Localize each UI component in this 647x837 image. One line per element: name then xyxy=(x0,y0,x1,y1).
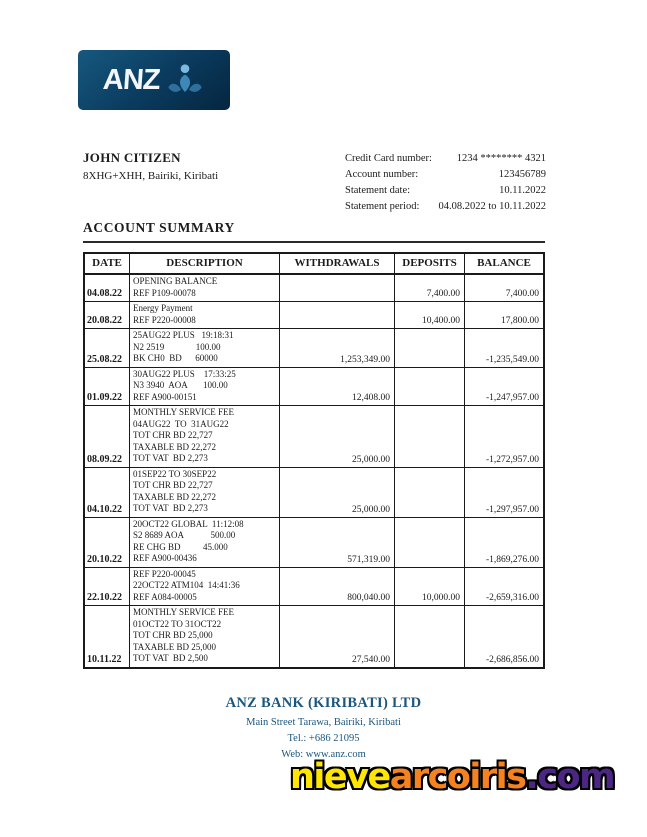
row-withdrawals: 12,408.00 xyxy=(280,368,395,407)
row-deposits xyxy=(395,468,465,518)
description-line: BK CH0 BD 60000 xyxy=(133,353,218,363)
table-row xyxy=(85,275,543,302)
row-date: 10.11.22 xyxy=(85,606,130,667)
description-line: MONTHLY SERVICE FEE xyxy=(133,407,235,417)
description-line: TOT CHR BD 25,000 xyxy=(133,630,213,640)
account-summary-title: ACCOUNT SUMMARY xyxy=(83,220,545,243)
row-balance: -2,659,316.00 xyxy=(465,568,543,607)
account-number-value: 123456789 xyxy=(498,169,546,180)
statement-period-label: Statement period: xyxy=(345,201,420,212)
account-number-row xyxy=(345,167,546,183)
description-line: 22OCT22 ATM104 14:41:36 xyxy=(133,580,240,590)
row-balance: -1,272,957.00 xyxy=(465,406,543,468)
bank-tel: Tel.: +686 21095 xyxy=(287,733,360,744)
header-deposits: DEPOSITS xyxy=(395,254,465,275)
table-row xyxy=(85,568,543,607)
bank-name: ANZ BANK (KIRIBATI) LTD xyxy=(225,695,422,711)
row-withdrawals xyxy=(280,302,395,329)
customer-block xyxy=(83,150,218,182)
description-line: REF A900-00151 xyxy=(133,391,197,402)
description-line: REF A900-00436 xyxy=(133,553,197,563)
anz-logo-text: ANZ xyxy=(102,63,161,96)
description-line: REF A084-00005 xyxy=(133,591,197,602)
table-row xyxy=(85,406,543,468)
row-balance: -1,235,549.00 xyxy=(465,329,543,368)
row-date: 22.10.22 xyxy=(85,568,130,607)
description-line: TOT CHR BD 22,727 xyxy=(133,480,213,490)
description-line: 01SEP22 TO 30SEP22 xyxy=(133,468,217,479)
table-row xyxy=(85,606,543,667)
description-line: S2 8689 AOA 500.00 xyxy=(133,530,236,540)
header-description: DESCRIPTION xyxy=(130,254,280,275)
header-balance: BALANCE xyxy=(465,254,543,275)
credit-card-number-value: 1234 ******** 4321 xyxy=(456,153,546,164)
row-withdrawals: 25,000.00 xyxy=(280,406,395,468)
row-description xyxy=(130,568,280,607)
row-date: 20.08.22 xyxy=(85,302,130,329)
header-date: DATE xyxy=(85,254,130,275)
description-line: REF P220-00045 xyxy=(133,568,196,579)
statement-period-row xyxy=(345,199,546,215)
row-balance: -2,686,856.00 xyxy=(485,654,539,665)
row-deposits: 10,400.00 xyxy=(395,302,465,329)
table-header-row xyxy=(85,254,543,275)
statement-info xyxy=(345,151,546,215)
row-withdrawals: 1,253,349.00 xyxy=(280,329,395,368)
description-line: TOT VAT BD 2,273 xyxy=(133,453,208,463)
description-line: MONTHLY SERVICE FEE xyxy=(133,607,235,617)
customer-address: 8XHG+XHH, Bairiki, Kiribati xyxy=(83,170,219,182)
description-line: TOT CHR BD 22,727 xyxy=(133,430,213,440)
description-line: TAXABLE BD 25,000 xyxy=(133,641,217,652)
description-line: N2 2519 100.00 xyxy=(133,341,221,352)
row-description xyxy=(130,368,280,407)
row-withdrawals: 800,040.00 xyxy=(280,568,395,607)
row-withdrawals: 27,540.00 xyxy=(280,606,395,667)
row-deposits xyxy=(395,406,465,468)
statement-period-value: 04.08.2022 to 10.11.2022 xyxy=(438,201,546,212)
row-balance: 17,800.00 xyxy=(465,302,543,329)
statement-date-label: Statement date: xyxy=(345,185,411,196)
description-line: 25AUG22 PLUS 19:18:31 xyxy=(133,330,234,340)
row-withdrawals xyxy=(280,275,395,302)
row-deposits xyxy=(395,518,465,568)
row-balance: -1,247,957.00 xyxy=(465,368,543,407)
watermark-part-2: arcoiris xyxy=(389,757,526,797)
row-description xyxy=(130,406,280,468)
row-deposits xyxy=(395,368,465,407)
row-description xyxy=(130,606,280,667)
credit-card-number-label: Credit Card number: xyxy=(345,153,432,164)
row-date: 25.08.22 xyxy=(85,329,130,368)
description-line: OPENING BALANCE xyxy=(133,276,218,286)
row-date: 01.09.22 xyxy=(85,368,130,407)
description-line: TAXABLE BD 22,272 xyxy=(133,441,217,452)
anz-logo xyxy=(78,50,230,110)
account-summary-table xyxy=(83,252,545,669)
credit-card-number-row xyxy=(345,151,546,167)
row-balance: -1,297,957.00 xyxy=(465,468,543,518)
row-withdrawals: 25,000.00 xyxy=(280,468,395,518)
customer-name: JOHN CITIZEN xyxy=(83,150,181,165)
row-deposits: 7,400.00 xyxy=(395,275,465,302)
statement-date-row xyxy=(345,183,546,199)
row-description xyxy=(130,275,280,302)
description-line: REF P220-00008 xyxy=(133,314,196,325)
anz-lotus-icon xyxy=(165,60,205,100)
description-line: 30AUG22 PLUS 17:33:25 xyxy=(133,368,236,379)
description-line: 04AUG22 TO 31AUG22 xyxy=(133,418,229,429)
row-date: 08.09.22 xyxy=(85,406,130,468)
watermark xyxy=(290,757,614,797)
watermark-part-1: nieve xyxy=(290,757,390,797)
row-deposits xyxy=(395,606,465,667)
description-line: 01OCT22 TO 31OCT22 xyxy=(133,618,222,629)
header-withdrawals: WITHDRAWALS xyxy=(280,254,395,275)
table-row xyxy=(85,329,543,368)
description-line: RE CHG BD 45.000 xyxy=(133,541,228,552)
description-line: TAXABLE BD 22,272 xyxy=(133,491,217,502)
row-deposits xyxy=(395,329,465,368)
row-balance: 7,400.00 xyxy=(465,275,543,302)
row-description xyxy=(130,518,280,568)
row-date: 04.08.22 xyxy=(85,275,130,302)
bank-web: Web: www.anz.com xyxy=(281,749,366,760)
description-line: 20OCT22 GLOBAL 11:12:08 xyxy=(133,518,244,529)
row-withdrawals: 571,319.00 xyxy=(280,518,395,568)
description-line: N3 3940 AOA 100.00 xyxy=(133,380,228,390)
bank-address: Main Street Tarawa, Bairiki, Kiribati xyxy=(246,717,401,728)
bank-footer xyxy=(0,695,647,760)
table-row xyxy=(85,468,543,518)
description-line: TOT VAT BD 2,500 xyxy=(133,653,208,663)
watermark-part-3: .com xyxy=(525,757,615,797)
statement-date-value: 10.11.2022 xyxy=(499,185,546,196)
row-date: 20.10.22 xyxy=(85,518,130,568)
description-line: Energy Payment xyxy=(133,303,193,313)
row-date: 04.10.22 xyxy=(85,468,130,518)
description-line: REF P109-00078 xyxy=(133,287,196,298)
account-number-label: Account number: xyxy=(345,169,419,180)
description-line: TOT VAT BD 2,273 xyxy=(133,503,208,513)
row-description xyxy=(130,302,280,329)
row-deposits: 10,000.00 xyxy=(395,568,465,607)
table-row xyxy=(85,368,543,407)
row-balance: -1,869,276.00 xyxy=(465,518,543,568)
row-description xyxy=(130,468,280,518)
row-description xyxy=(130,329,280,368)
table-row xyxy=(85,518,543,568)
table-row xyxy=(85,302,543,329)
